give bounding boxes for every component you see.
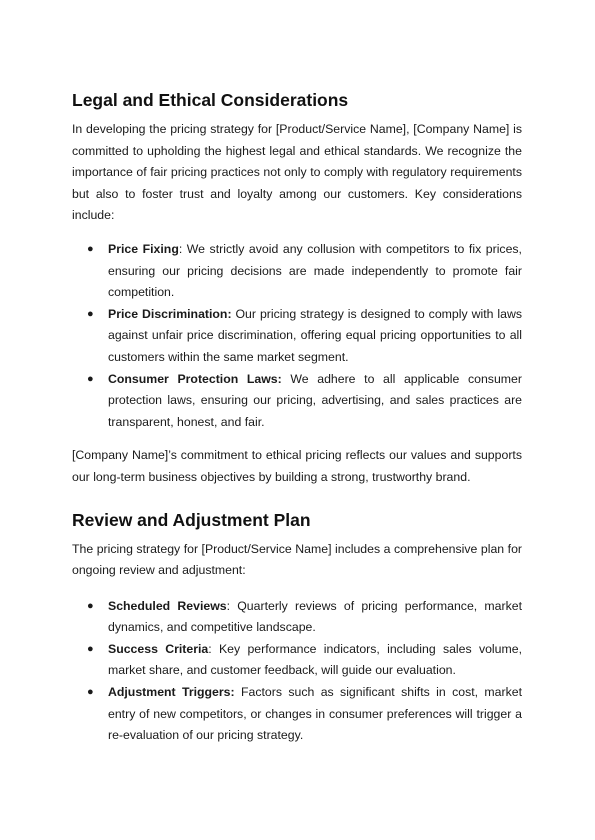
bullet-icon: ● (87, 307, 94, 320)
list-item (72, 596, 522, 639)
list-item (72, 682, 522, 747)
list-item (72, 304, 522, 369)
list-item-text: Factors such as significant shifts in cost, market entry of new competitors, or changes in consumer preferences will trigger a re-evaluation of our pricing strategy. (108, 685, 523, 743)
review-plan-list (72, 596, 522, 747)
list-item-term: Success Criteria (108, 641, 209, 656)
list-item-term: Price Fixing (108, 241, 179, 256)
list-item (72, 639, 522, 682)
bullet-icon: ● (87, 242, 94, 255)
list-item-term: Scheduled Reviews (108, 598, 227, 613)
legal-considerations-list (72, 239, 522, 433)
legal-intro-paragraph: In developing the pricing strategy for [Product/Service Name], [Company Name] is committed to upholding the highest legal and ethical standards. We recognize the importance of fair pricing practices not only to comply with regulatory requirements but also to foster trust and loyalty among our customers. Key considerations include: (72, 122, 522, 223)
legal-closing-paragraph: [Company Name]’s commitment to ethical pricing reflects our values and supports our long-term business objectives by building a strong, trustworthy brand. (72, 448, 522, 484)
list-item-text: Our pricing strategy is designed to comply with laws against unfair price discrimination, offering equal pricing opportunities to all customers within the same market segment. (108, 306, 522, 364)
list-item (72, 369, 522, 434)
list-item-term: Adjustment Triggers: (108, 685, 235, 700)
bullet-icon: ● (87, 372, 94, 385)
list-item-term: Consumer Protection Laws: (108, 371, 282, 386)
section-heading-review: Review and Adjustment Plan (72, 509, 311, 530)
bullet-icon: ● (87, 686, 94, 699)
bullet-icon: ● (87, 599, 94, 612)
bullet-icon: ● (87, 642, 94, 655)
list-item-text: : Quarterly reviews of pricing performance, market dynamics, and competitive landscape. (108, 598, 522, 635)
document-page (72, 88, 522, 747)
list-item-text: We adhere to all applicable consumer protection laws, ensuring our pricing, advertising, and sales practices are transparent, honest, and fair. (108, 371, 522, 429)
list-item (72, 239, 522, 304)
list-item-term: Price Discrimination: (108, 306, 232, 321)
list-item-text: : Key performance indicators, including sales volume, market share, and customer feedback, will guide our evaluation. (108, 641, 522, 678)
review-intro-paragraph: The pricing strategy for [Product/Service Name] includes a comprehensive plan for ongoing review and adjustment: (72, 541, 522, 578)
section-heading-legal: Legal and Ethical Considerations (72, 90, 349, 110)
list-item-text: : We strictly avoid any collusion with competitors to fix prices, ensuring our pricing decisions are made independently to promote fair competition. (108, 241, 522, 300)
